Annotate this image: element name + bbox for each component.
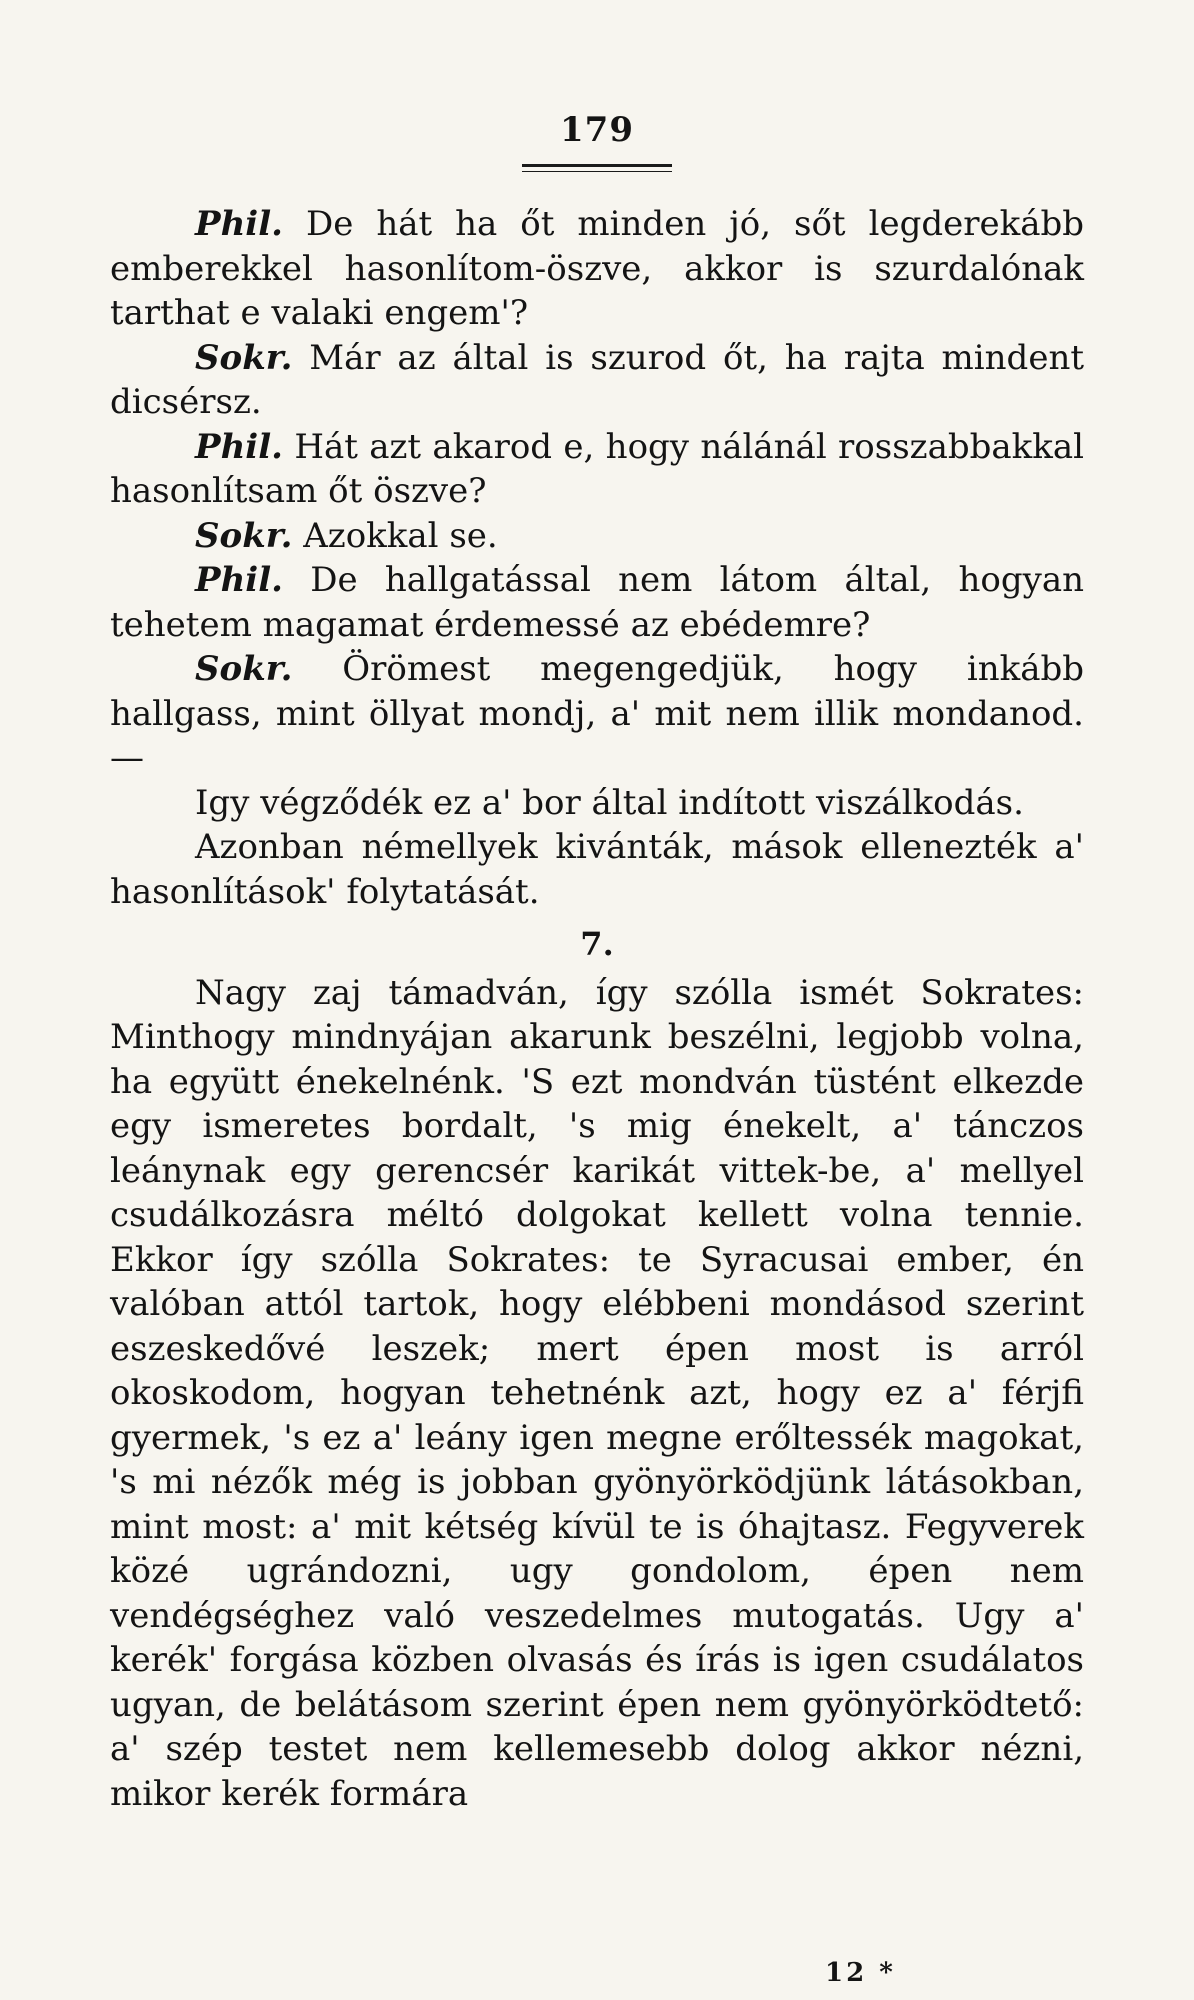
speaker-label: Sokr.	[195, 337, 293, 378]
dialogue-text: De hallgatással nem látom által, hogyan tehetem magamat érdemessé az ebédemre?	[110, 560, 1084, 645]
dialogue-line	[110, 425, 1084, 514]
header-rule	[522, 164, 672, 172]
dialogue-line	[110, 336, 1084, 425]
dialogue-text: Örömest megengedjük, hogy inkább hallgass, mint öllyat mondj, a' mit nem illik mondanod. —	[110, 649, 1084, 778]
dialogue-text: Már az által is szurod őt, ha rajta mindent dicsérsz.	[110, 337, 1084, 422]
body-text	[110, 202, 1084, 1816]
speaker-label: Sokr.	[195, 649, 293, 689]
dialogue-line	[110, 514, 1084, 559]
narration-paragraph: Azonban némellyek kivánták, mások ellenezték a' hasonlítások' folytatását.	[110, 827, 1084, 912]
narration-paragraph: Igy végződék ez a' bor által indított viszálkodás.	[195, 782, 1024, 823]
dialogue-line	[110, 202, 1084, 336]
page-number: 179	[560, 110, 634, 150]
speaker-label: Phil.	[195, 426, 283, 467]
section-number: 7.	[580, 925, 614, 963]
dialogue-line	[110, 647, 1084, 781]
dialogue-text: Azokkal se.	[303, 515, 498, 556]
dialogue-line	[110, 558, 1084, 647]
speaker-label: Phil.	[195, 560, 283, 600]
section-paragraph: Nagy zaj támadván, így szólla ismét Sokrates: Minthogy mindnyájan akarunk beszélni, legjobb volna, ha együtt énekelnénk. 'S ezt mondván tüstént elkezde egy ismeretes bordalt, 's mig énekelt, a' tánczos leánynak egy gerencsér karikát vittek-be, a' mellyel csudálkozásra méltó dolgokat kellett volna tennie. Ekkor így szólla Sokrates: te Syracusai ember, én valóban attól tartok, hogy elébbeni mondásod szerint eszeskedővé leszek; mert épen most is arról okoskodom, hogyan tehetnénk azt, hogy ez a' férjfi gyermek, 's ez a' leány igen megne erőltessék magokat, 's mi nézők még is jobban gyönyörködjünk látásokban, mint most: a' mit kétség kívül te is óhajtasz. Fegyverek közé ugrándozni, ugy gondolom, épen nem vendégséghez való veszedelmes mutogatás. Ugy a' kerék' forgása közben olvasás és írás is igen csudálatos ugyan, de belátásom szerint épen nem gyönyörködtető: a' szép testet nem kellemesebb dolog akkor nézni, mikor kerék formára	[110, 972, 1084, 1814]
dialogue-text: De hát ha őt minden jó, sőt legderekább emberekkel hasonlítom-öszve, akkor is szurdalónak tarthat e valaki engem'?	[110, 204, 1084, 333]
dialogue-text: Hát azt akarod e, hogy nálánál rosszabbakkal hasonlítsam őt öszve?	[110, 426, 1084, 511]
printer-signature: 12 *	[825, 1958, 896, 1988]
speaker-label: Sokr.	[195, 515, 293, 556]
speaker-label: Phil.	[195, 204, 283, 244]
